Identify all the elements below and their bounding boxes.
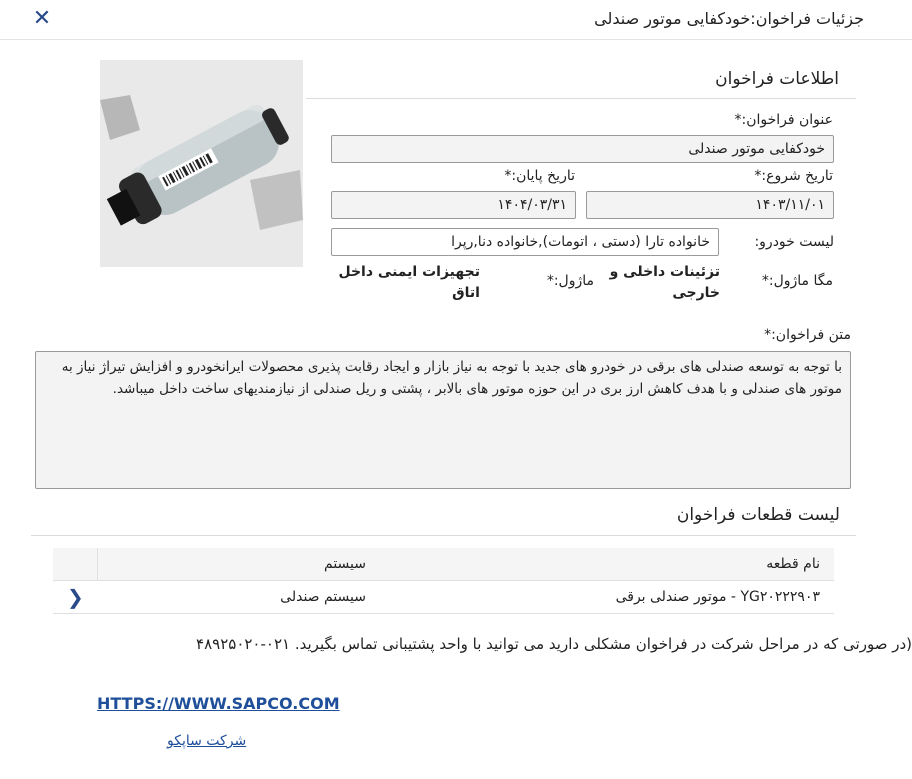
column-divider — [97, 548, 98, 581]
column-part-name: نام قطعه — [766, 556, 820, 572]
info-section-title: اطلاعات فراخوان — [715, 69, 839, 89]
company-link[interactable]: شرکت ساپکو — [167, 733, 247, 749]
seat-motor-illustration — [100, 60, 303, 267]
table-row[interactable] — [53, 581, 834, 614]
vehicle-list-field: خانواده تارا (دستی ، اتومات),خانواده دنا,رپرا — [331, 228, 719, 256]
module-value: تجهیزات ایمنی داخل اتاق — [338, 264, 480, 301]
start-date-field: ۱۴۰۳/۱۱/۰۱ — [586, 191, 834, 219]
dialog-title: جزئیات فراخوان:خودکفایی موتور صندلی — [594, 9, 864, 28]
close-icon[interactable]: ✕ — [32, 6, 52, 31]
title-label: عنوان فراخوان:* — [734, 112, 833, 128]
parts-section-title: لیست قطعات فراخوان — [676, 505, 840, 525]
part-system-cell: سیستم صندلی — [280, 589, 366, 605]
title-field: خودکفایی موتور صندلی — [331, 135, 834, 163]
parts-table-header — [53, 548, 834, 581]
start-date-label: تاریخ شروع:* — [754, 168, 833, 184]
chevron-left-icon[interactable]: ❯ — [67, 585, 84, 609]
end-date-field: ۱۴۰۴/۰۳/۳۱ — [331, 191, 576, 219]
info-section-divider — [306, 98, 856, 99]
mega-module-label: مگا ماژول:* — [761, 273, 833, 289]
vehicle-list-label: لیست خودرو: — [754, 234, 834, 250]
parts-table — [53, 548, 834, 614]
part-name-cell: YG۲۰۲۲۲۹۰۳ - موتور صندلی برقی — [615, 589, 820, 605]
module-label: ماژول:* — [546, 273, 594, 289]
end-date-label: تاریخ پایان:* — [504, 168, 575, 184]
website-link[interactable]: HTTPS://WWW.SAPCO.COM — [97, 694, 340, 713]
call-text-area: با توجه به توسعه صندلی های برقی در خودرو های جدید با توجه به نیاز بازار و ایجاد رقابت پذیری محصولات ایرانخودرو و افزایش تیراژ نیاز به موتور های صندلی و با هدف کاهش ارز بری در این حوزه موتور های بالابر ، پشتی و ریل صندلی از نیازمندیهای ساخت داخل میباشد. — [35, 351, 851, 489]
call-text-label: متن فراخوان:* — [764, 327, 851, 343]
support-contact-text: (در صورتی که در مراحل شرکت در فراخوان مشکلی دارید می توانید با واحد پشتیبانی تماس بگیرید. ۰۲۱-۴۸۹۲۵۰۲۰ — [196, 635, 912, 653]
product-image — [100, 60, 303, 267]
parts-section-divider — [31, 535, 856, 536]
dialog-header — [0, 0, 912, 40]
column-system: سیستم — [324, 556, 366, 572]
mega-module-value: تزئینات داخلی و خارجی — [609, 264, 720, 301]
